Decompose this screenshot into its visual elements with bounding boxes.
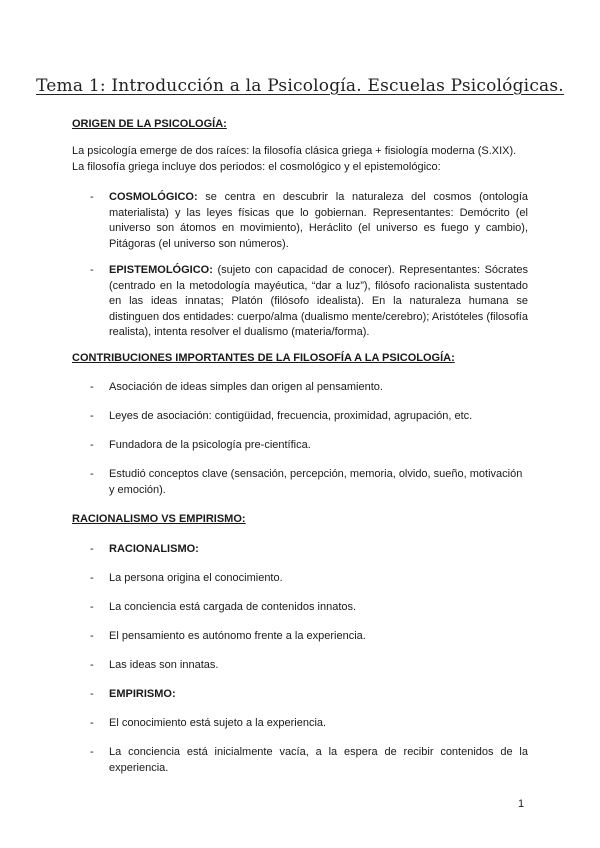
list-item-text: Fundadora de la psicología pre-científica. [109,439,311,451]
cosmologico-label: COSMOLÓGICO: [109,191,198,203]
bullet-dash: - [90,659,94,671]
epistemologico-text: (sujeto con capacidad de conocer). Representantes: Sócrates (centrado en la metodología mayéutica, “dar a luz”), filósofo racionalista sustentado en las ideas innatas; Platón (filósofo idealista). En la naturaleza humana se distinguen dos entidades: cuerpo/alma (dualismo mente/cerebro); Aristóteles (filosofía realista), intenta resolver el dualismo (materia/forma). [109,264,528,338]
bullet-dash: - [90,410,94,422]
intro-line-1: La psicología emerge de dos raíces: la filosofía clásica griega + fisiología moderna (S.XIX). [72,145,517,157]
bullet-dash: - [90,630,94,642]
list-item-text [109,190,528,252]
list-item-text: Leyes de asociación: contigüidad, frecuencia, proximidad, agrupación, etc. [109,410,473,422]
section-heading-contribuciones: CONTRIBUCIONES IMPORTANTES DE LA FILOSOFÍA A LA PSICOLOGÍA: [72,352,455,364]
bullet-dash: - [90,746,94,758]
bullet-dash: - [90,572,94,584]
bullet-dash: - [90,601,94,613]
intro-line-2: La filosofía griega incluye dos periodos: el cosmológico y el epistemológico: [72,160,441,173]
page-title [0,76,600,96]
list-item-text [109,263,528,341]
page-title-text: Tema 1: Introducción a la Psicología. Escuelas Psicológicas. [36,76,564,96]
bullet-dash: - [90,543,94,555]
page-number: 1 [518,798,525,810]
bullet-dash: - [90,264,94,276]
list-item-text: Asociación de ideas simples dan origen al pensamiento. [109,381,383,393]
section-heading-racionalismo-empirismo: RACIONALISMO VS EMPIRISMO: [72,513,246,525]
bullet-dash: - [90,439,94,451]
section-heading-origen: ORIGEN DE LA PSICOLOGÍA: [72,118,227,130]
epistemologico-label: EPISTEMOLÓGICO: [109,264,213,276]
bullet-dash: - [90,191,94,203]
bullet-dash: - [90,717,94,729]
cosmologico-text: se centra en descubrir la naturaleza del cosmos (ontología materialista) y las leyes físicas que lo gobiernan. Representantes: Demócrito (el universo son átomos en movimiento), Heráclito (el universo es fuego y cambio), Pitágoras (el universo son números). [109,191,528,250]
empirismo-label: EMPIRISMO: [109,688,176,700]
bullet-dash: - [90,688,94,700]
list-item-text: La conciencia está inicialmente vacía, a la espera de recibir contenidos de la experiencia. [109,746,528,774]
racionalismo-label: RACIONALISMO: [109,543,199,555]
list-item-text: El pensamiento es autónomo frente a la experiencia. [109,630,366,642]
bullet-dash: - [90,381,94,393]
list-item-text: La persona origina el conocimiento. [109,572,283,584]
list-item-text: El conocimiento está sujeto a la experiencia. [109,717,327,729]
bullet-dash: - [90,468,94,480]
list-item-text: Las ideas son innatas. [109,659,219,671]
list-item-text: Estudió conceptos clave (sensación, percepción, memoria, olvido, sueño, motivación y emoción). [109,468,523,496]
list-item-text: La conciencia está cargada de contenidos innatos. [109,601,357,613]
